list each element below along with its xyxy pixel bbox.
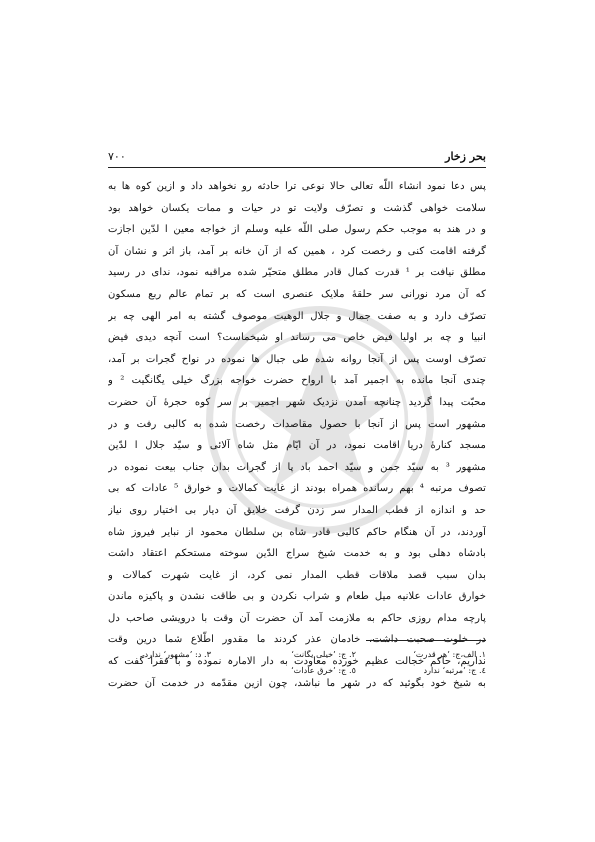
footnote-4: ٤. ج: ’مرتبه‘ ندارد (423, 665, 486, 675)
body-line: گرفته اقامت کنی و رخصت کرد ، همین که از آن خانه بر آمد، باز اثر و نشان آن (108, 245, 486, 257)
body-text (108, 176, 486, 694)
footnote-2: ۲. ج: ’خیلی یگانت‘ (291, 649, 356, 659)
footnotes (108, 646, 486, 678)
body-line: مشهور ³ به سیّد جمن و سیّد احمد باد پا از گجرات بدان جناب بیعت نموده در (108, 461, 486, 473)
body-line: سلامت خواهی گذشت و تصرّف ولایت تو در حیات و ممات یکسان خواهد بود (108, 202, 486, 214)
body-line: چندی آنجا مانده به اجمیر آمد با ارواح حضرت خواجه بزرگ خیلی یگانگیت ² و (108, 375, 486, 387)
header-divider (108, 167, 486, 168)
body-line: نداریم، حاکم خجالت عظیم خورده معاودت به دار الامارہ نموده و با فقرا گفت که (108, 656, 486, 668)
footnote-row (108, 662, 486, 678)
body-line: تصرّف دارد و به صفت جمال و جلال الوهیت موصوف گشته به امر الهی چه بر (108, 310, 486, 322)
body-line: خوارق عادات علانیه میل طعام و شراب نکردن و بی طاقت نشدن و پاکیزه ماندن (108, 591, 486, 603)
footnote-1: ۱. الف،ج: ’هر قدرت‘ (413, 649, 486, 659)
footnote-row (108, 646, 486, 662)
running-header (108, 148, 486, 166)
body-line: انبیا و چه بر اولیا فیض خاص می رساند او شیخماست؟ است آنچه دیدی فیض (108, 332, 486, 344)
body-line: و در هند به موجب حکم رسول صلی اللّه علیه وسلم از خواجه معین ا لدّین اجازت (108, 224, 486, 236)
body-line: در خلوت صحبت داشت، خادمان عذر کردند ما مقدور اطّلاع شما درین وقت (108, 634, 486, 646)
body-line: مشهور است پس از آنجا با حصول مقاصدات رخصت شده به کالبی رفت و در (108, 418, 486, 430)
body-line: بادشاه دهلی بود و به خدمت شیخ سراج الدّین سوخته مستحکم اعتقاد داشت (108, 548, 486, 560)
body-line: به شیخ خود بگوئید که در شهر ما نباشد، چون ازین مقدّمه در خدمت آن حضرت (108, 677, 486, 689)
body-line: مطلق نیافت بر ¹ قدرت کمال قادر مطلق متحیّر شده مراقبه نمود، ندای در رسید (108, 267, 486, 279)
body-line: آوردند، در آن هنگام حاکم کالبی قادر شاه بن سلطان محمود از نبایر فیروز شاه (108, 526, 486, 538)
body-line: پارچه مدام روزی حاکم به ملازمت آمد آن حضرت آن وقت با درویشی صاحب دل (108, 612, 486, 624)
footnote-divider (366, 640, 486, 641)
running-title: بحر زخار (445, 150, 486, 163)
footnote-3: ۳. د: ’مشهور‘ ندارد (144, 649, 211, 659)
body-line: مسجد کنارهٔ دریا اقامت نمود، در آن ایّام مثل شاه آلائی و سیّد جلال ا لدّین (108, 440, 486, 452)
body-line: محبّت پیدا گردید چنانچه آمدن نزدیک شهر اجمیر بر سر کوه حجرهٔ آن حضرت (108, 396, 486, 408)
body-line: بدان سبب قصد ملاقات قطب المدار نمی کرد، از غایت شهرت کمالات و (108, 569, 486, 581)
body-line: که آن مرد نورانی سر حلقهٔ ملایک عنصری است که بر تمام عالم ربع مسکون (108, 288, 486, 300)
body-line: پس دعا نمود انشاء اللّه تعالی حالا نوعی ترا حادثه رو نخواهد داد و ازین کوه ها به (108, 181, 486, 192)
body-line: حد و اندازه از قطب المدار سر زدن گرفت خلایق آن دیار بی اختیار روی نیاز (108, 504, 486, 516)
body-line: تصرّف اوست پس از آنجا روانه شده طی جبال ها نموده در نواح گجرات بر آمد، (108, 353, 486, 365)
footnote-5: ٥. ج: ’خرق عادات‘ (290, 665, 356, 675)
body-line: تصوف مرتبه ⁴ بهم رسانده همراه بودند از غایت کمالات و خوارق ⁵ عادات که بی (108, 483, 486, 495)
page-number: ۷۰۰ (108, 150, 126, 163)
